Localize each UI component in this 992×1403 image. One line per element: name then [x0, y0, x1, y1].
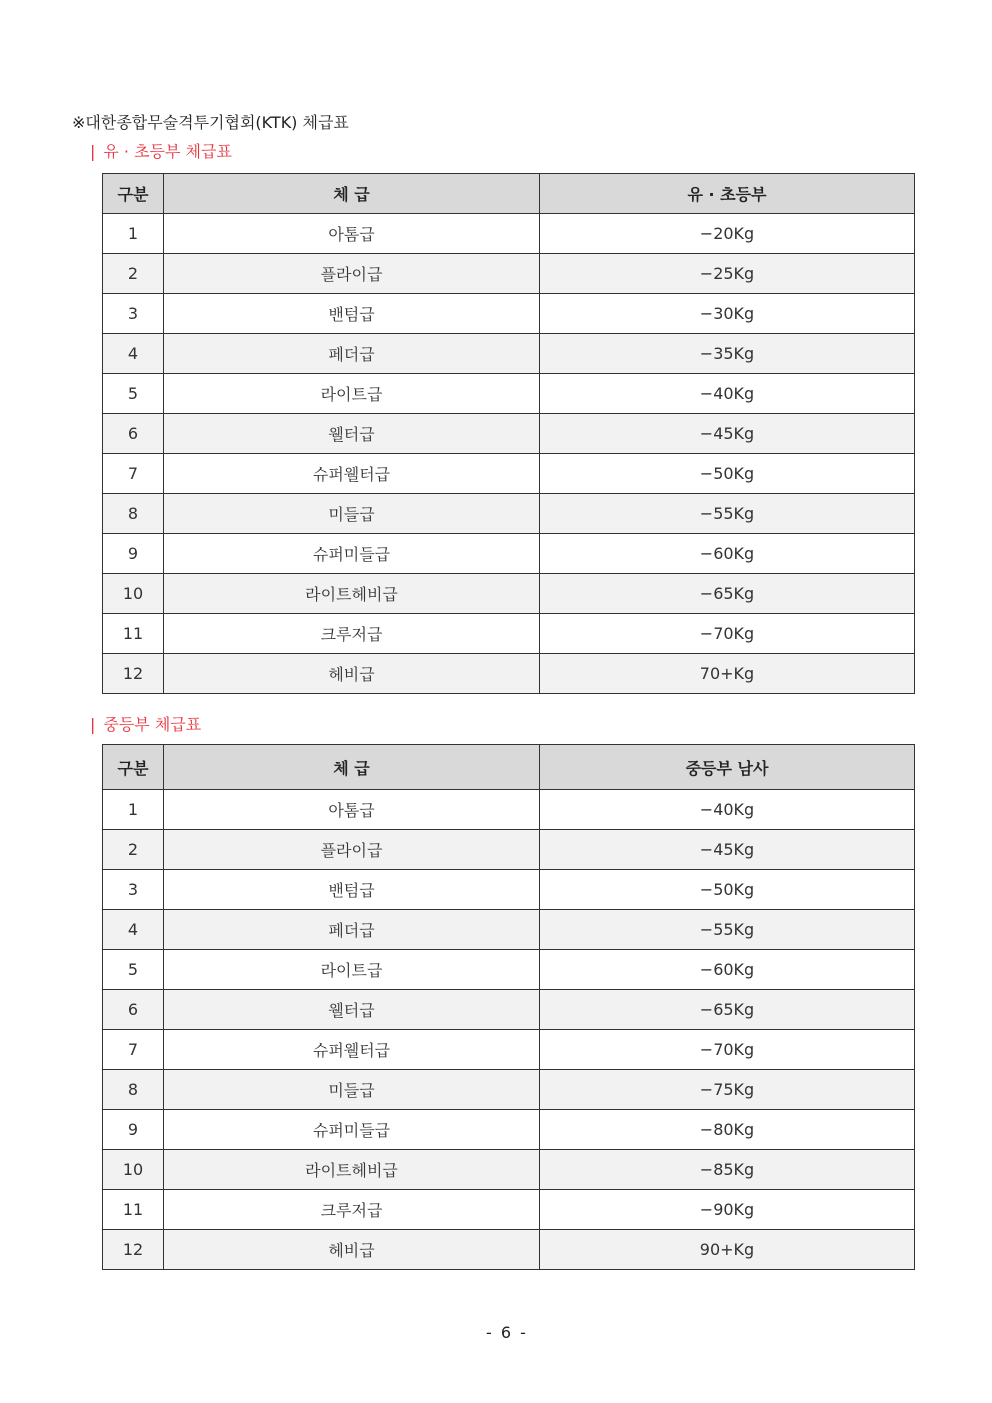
table-row	[103, 374, 915, 414]
weight-limit-cell: −25Kg	[540, 254, 915, 294]
row-number-cell: 9	[103, 1110, 164, 1150]
header-weight-class: 체 급	[164, 174, 540, 214]
table-row	[103, 654, 915, 694]
weight-limit-cell: −40Kg	[540, 790, 915, 830]
header-weight-limit: 유 · 초등부	[540, 174, 915, 214]
weight-class-cell: 플라이급	[164, 254, 540, 294]
weight-class-cell: 라이트헤비급	[164, 574, 540, 614]
weight-limit-cell: −75Kg	[540, 1070, 915, 1110]
table-row	[103, 870, 915, 910]
weight-class-cell: 아톰급	[164, 214, 540, 254]
row-number-cell: 5	[103, 950, 164, 990]
row-number-cell: 2	[103, 830, 164, 870]
weight-class-cell: 라이트급	[164, 950, 540, 990]
table-row	[103, 214, 915, 254]
table-row	[103, 1070, 915, 1110]
table-row	[103, 454, 915, 494]
page-number: - 6 -	[486, 1323, 528, 1342]
weight-class-cell: 라이트급	[164, 374, 540, 414]
weight-class-cell: 밴텀급	[164, 294, 540, 334]
row-number-cell: 7	[103, 454, 164, 494]
weight-limit-cell: −85Kg	[540, 1150, 915, 1190]
weight-limit-cell: −90Kg	[540, 1190, 915, 1230]
weight-limit-cell: −35Kg	[540, 334, 915, 374]
table-row	[103, 414, 915, 454]
section-title-elementary	[90, 139, 232, 162]
header-weight-limit: 중등부 남사	[540, 745, 915, 790]
header-division: 구분	[103, 174, 164, 214]
weight-class-cell: 슈퍼웰터급	[164, 1030, 540, 1070]
weight-class-table-elementary	[102, 173, 915, 694]
weight-limit-cell: 70+Kg	[540, 654, 915, 694]
section-bar: |	[90, 142, 96, 161]
row-number-cell: 12	[103, 654, 164, 694]
row-number-cell: 3	[103, 294, 164, 334]
section-bar: |	[90, 715, 96, 734]
table-row	[103, 334, 915, 374]
row-number-cell: 6	[103, 990, 164, 1030]
weight-class-cell: 미들급	[164, 1070, 540, 1110]
table-row	[103, 534, 915, 574]
row-number-cell: 10	[103, 574, 164, 614]
row-number-cell: 1	[103, 790, 164, 830]
weight-class-cell: 헤비급	[164, 1230, 540, 1270]
table-row	[103, 254, 915, 294]
table-row	[103, 950, 915, 990]
weight-class-cell: 플라이급	[164, 830, 540, 870]
weight-class-cell: 슈퍼웰터급	[164, 454, 540, 494]
section-title-middle-school	[90, 712, 201, 735]
table-row	[103, 830, 915, 870]
table-row	[103, 1110, 915, 1150]
weight-class-cell: 슈퍼미들급	[164, 1110, 540, 1150]
weight-limit-cell: −65Kg	[540, 990, 915, 1030]
table-row	[103, 294, 915, 334]
weight-class-cell: 페더급	[164, 910, 540, 950]
weight-limit-cell: −40Kg	[540, 374, 915, 414]
weight-limit-cell: −45Kg	[540, 414, 915, 454]
row-number-cell: 8	[103, 1070, 164, 1110]
table-row	[103, 494, 915, 534]
weight-class-cell: 미들급	[164, 494, 540, 534]
row-number-cell: 4	[103, 334, 164, 374]
weight-limit-cell: 90+Kg	[540, 1230, 915, 1270]
weight-class-cell: 슈퍼미들급	[164, 534, 540, 574]
weight-limit-cell: −80Kg	[540, 1110, 915, 1150]
table-row	[103, 990, 915, 1030]
row-number-cell: 7	[103, 1030, 164, 1070]
header-division: 구분	[103, 745, 164, 790]
table-row	[103, 1190, 915, 1230]
row-number-cell: 5	[103, 374, 164, 414]
weight-limit-cell: −55Kg	[540, 494, 915, 534]
weight-class-cell: 라이트헤비급	[164, 1150, 540, 1190]
table-row	[103, 910, 915, 950]
row-number-cell: 10	[103, 1150, 164, 1190]
row-number-cell: 6	[103, 414, 164, 454]
row-number-cell: 4	[103, 910, 164, 950]
weight-limit-cell: −55Kg	[540, 910, 915, 950]
weight-class-cell: 밴텀급	[164, 870, 540, 910]
table-header-row	[103, 174, 915, 214]
row-number-cell: 11	[103, 1190, 164, 1230]
weight-class-cell: 웰터급	[164, 990, 540, 1030]
weight-limit-cell: −50Kg	[540, 454, 915, 494]
weight-limit-cell: −70Kg	[540, 614, 915, 654]
weight-limit-cell: −65Kg	[540, 574, 915, 614]
weight-limit-cell: −60Kg	[540, 534, 915, 574]
weight-limit-cell: −45Kg	[540, 830, 915, 870]
table-row	[103, 790, 915, 830]
weight-class-cell: 페더급	[164, 334, 540, 374]
row-number-cell: 3	[103, 870, 164, 910]
weight-limit-cell: −20Kg	[540, 214, 915, 254]
header-weight-class: 체 급	[164, 745, 540, 790]
row-number-cell: 8	[103, 494, 164, 534]
section-title-text: 중등부 체급표	[103, 715, 202, 734]
table-row	[103, 614, 915, 654]
weight-limit-cell: −50Kg	[540, 870, 915, 910]
table-header-row	[103, 745, 915, 790]
row-number-cell: 11	[103, 614, 164, 654]
table-row	[103, 1030, 915, 1070]
weight-limit-cell: −60Kg	[540, 950, 915, 990]
table-row	[103, 1230, 915, 1270]
row-number-cell: 9	[103, 534, 164, 574]
weight-class-cell: 크루저급	[164, 614, 540, 654]
weight-class-cell: 아톰급	[164, 790, 540, 830]
weight-class-table-middle-school	[102, 744, 915, 1270]
weight-class-cell: 크루저급	[164, 1190, 540, 1230]
section-title-text: 유 · 초등부 체급표	[103, 142, 232, 161]
row-number-cell: 12	[103, 1230, 164, 1270]
table-row	[103, 574, 915, 614]
weight-limit-cell: −70Kg	[540, 1030, 915, 1070]
weight-class-cell: 헤비급	[164, 654, 540, 694]
weight-class-cell: 웰터급	[164, 414, 540, 454]
table-row	[103, 1150, 915, 1190]
document-title: ※대한종합무술격투기협회(KTK) 체급표	[72, 113, 349, 132]
row-number-cell: 2	[103, 254, 164, 294]
weight-limit-cell: −30Kg	[540, 294, 915, 334]
row-number-cell: 1	[103, 214, 164, 254]
